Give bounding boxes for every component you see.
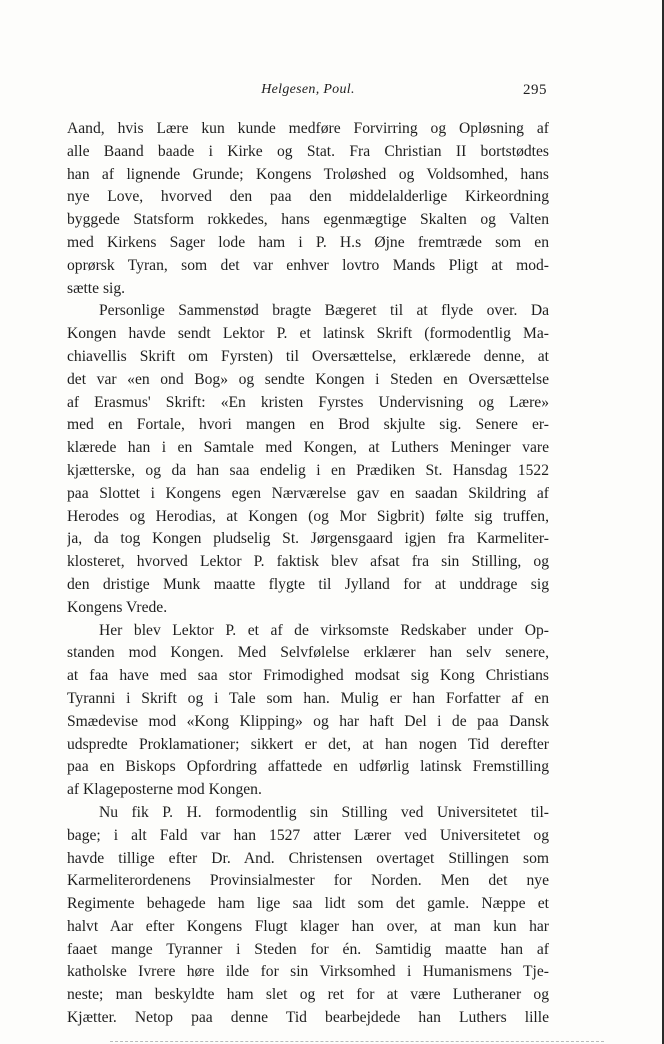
text-line: sætte sig.: [67, 279, 126, 297]
text-line: oprørsk Tyran, som det var enhver lovtro Mands Pligt at mod-: [67, 256, 549, 274]
text-line: Smædevise mod «Kong Klipping» og har haft Del i de paa Dansk: [67, 712, 549, 730]
text-line: neste; man beskyldte ham slet og ret for at være Lutheraner og: [67, 986, 549, 1004]
text-line: havde tillige efter Dr. And. Christensen overtaget Stillingen som: [67, 849, 549, 867]
text-line: Aand, hvis Lære kun kunde medføre Forvirring og Opløsning af: [67, 120, 549, 137]
running-head: [67, 82, 549, 102]
text-line: klosteret, hvorved Lektor P. faktisk blev afsat fra sin Stilling, og: [67, 553, 549, 571]
text-line: chiavellis Skrift om Fyrsten) til Oversættelse, erklærede denne, at: [67, 347, 549, 365]
text-line: af Klageposterne mod Kongen.: [67, 781, 262, 799]
text-line: udspredte Proklamationer; sikkert er det, at han nogen Tid derefter: [67, 735, 549, 753]
text-line: det var «en ond Bog» og sendte Kongen i Steden en Oversættelse: [67, 370, 549, 388]
text-line: nye Love, hvorved den paa den middelalderlige Kirkeordning: [67, 188, 549, 206]
text-line: at faa have med saa stor Frimodighed modsat sig Kong Christians: [67, 667, 549, 685]
text-line: Kjætter. Netop paa denne Tid bearbejdede han Luthers lille: [67, 1009, 549, 1027]
text-line: ja, da tog Kongen pludselig St. Jørgensgaard igjen fra Karmeliter-: [67, 530, 549, 548]
page-number: 295: [523, 82, 547, 98]
text-line: af Erasmus' Skrift: «En kristen Fyrstes Undervisning og Lære»: [67, 393, 549, 411]
text-line: Herodes og Herodias, at Kongen (og Mor Sigbrit) følte sig truffen,: [67, 507, 549, 525]
running-title: Helgesen, Poul.: [261, 82, 355, 97]
text-line: med en Fortale, hvori mangen en Brod skjulte sig. Senere er-: [67, 416, 549, 434]
text-line: Her blev Lektor P. et af de virksomste Redskaber under Op-: [99, 621, 549, 639]
text-line: byggede Statsform rokkedes, hans egenmægtige Skalten og Valten: [67, 211, 549, 229]
text-line: paa Slottet i Kongens egen Nærværelse gav en saadan Skildring af: [67, 484, 549, 502]
text-line: Nu fik P. H. formodentlig sin Stilling ved Universitetet til-: [99, 803, 549, 821]
text-line: klærede han i en Samtale med Kongen, at Luthers Meninger vare: [67, 439, 549, 457]
text-line: Kongens Vrede.: [67, 598, 168, 616]
body-text: [67, 118, 549, 1030]
text-line: Kongen havde sendt Lektor P. et latinsk Skrift (formodentlig Ma-: [67, 325, 549, 343]
text-line: standen mod Kongen. Med Selvfølelse erklærer han selv senere,: [67, 644, 549, 662]
text-line: han af lignende Grunde; Kongens Troløshed og Voldsomhed, hans: [67, 165, 549, 183]
text-line: Tyranni i Skrift og i Tale som han. Mulig er han Forfatter af en: [67, 689, 549, 707]
text-line: Karmeliterordenens Provinsialmester for Norden. Men det nye: [67, 872, 549, 890]
text-line: halvt Aar efter Kongens Flugt klager han over, at man kun har: [67, 917, 549, 935]
text-line: den dristige Munk maatte flygte til Jylland for at unddrage sig: [67, 575, 549, 593]
text-line: paa en Biskops Opfordring affattede en udførlig latinsk Fremstilling: [67, 758, 549, 776]
text-line: alle Baand baade i Kirke og Stat. Fra Christian II bortstødtes: [67, 142, 549, 160]
text-line: faaet mange Tyranner i Steden for én. Samtidig maatte han af: [67, 940, 549, 958]
text-line: katholske Ivrere høre ilde for sin Virksomhed i Humanismens Tje-: [67, 963, 549, 981]
text-line: med Kirkens Sager lode ham i P. H.s Øjne fremtræde som en: [67, 233, 549, 251]
text-line: Regimente behagede ham lige saa lidt som det gamle. Næppe et: [67, 895, 549, 913]
text-line: kjætterske, og da han saa endelig i en Prædiken St. Hansdag 1522: [67, 461, 549, 479]
text-line: Personlige Sammenstød bragte Bægeret til at flyde over. Da: [99, 302, 549, 320]
bottom-scan-edge: [110, 1040, 604, 1042]
text-line: bage; i alt Fald var han 1527 atter Lærer ved Universitetet og: [67, 826, 549, 844]
